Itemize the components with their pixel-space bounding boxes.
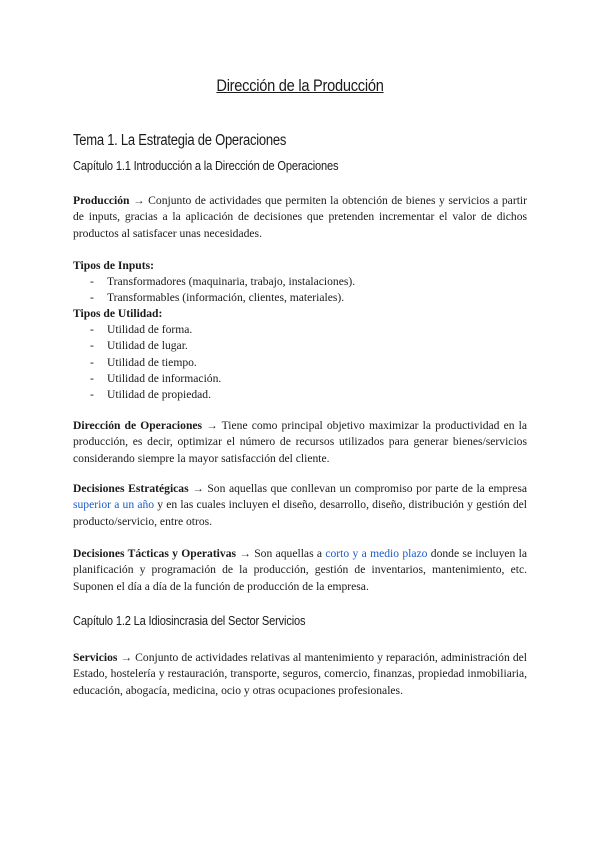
list-item: - Utilidad de información. (73, 371, 221, 387)
servicios-text: → Conjunto de actividades relativas al mantenimiento y reparación, administración del Estado, hostelería y restauración, transporte, seguros, comercio, finanzas, propiedad inmobiliaria, educación, abogacía, medicina, ocio y otras ocupaciones profesionales. (73, 651, 527, 697)
list-item: - Transformadores (maquinaria, trabajo, instalaciones). (73, 274, 355, 290)
tacticas-highlight: corto y a medio plazo (325, 547, 428, 560)
list-item: - Transformables (información, clientes, materiales). (73, 290, 355, 306)
produccion-term: Producción (73, 194, 130, 207)
produccion-text: → Conjunto de actividades que permiten la obtención de bienes y servicios a partir de inputs, gracias a la aplicación de decisiones que pretenden incrementar el valor de dichos productos al satisfacer unas necesidades. (73, 194, 527, 240)
chapter-1-2-heading: Capítulo 1.2 La Idiosincrasia del Sector Servicios (73, 613, 306, 628)
list-item: - Utilidad de tiempo. (73, 355, 221, 371)
estrategicas-text-2: y en las cuales incluyen el diseño, desarrollo, diseño, distribución y gestión del producto/servicio, entre otros. (73, 498, 527, 528)
list-item: - Utilidad de propiedad. (73, 387, 221, 403)
tacticas-text-2: donde se incluyen la planificación y programación de la producción, gestión de inventarios, mantenimiento, etc. Suponen el día a día de la función de producción de la empresa. (73, 547, 528, 593)
estrategicas-term: Decisiones Estratégicas (73, 482, 189, 495)
estrategicas-paragraph (73, 481, 527, 530)
list-item: - Utilidad de lugar. (73, 338, 221, 354)
document-title: Dirección de la Producción (216, 76, 384, 95)
estrategicas-highlight: superior a un año (73, 498, 155, 512)
direccion-term: Dirección de Operaciones (73, 419, 203, 432)
servicios-paragraph (73, 650, 527, 699)
estrategicas-text-1: → Son aquellas que conllevan un compromiso por parte de la empresa (188, 482, 527, 495)
produccion-paragraph (73, 193, 527, 242)
list-item: - Utilidad de forma. (73, 322, 221, 338)
utilidad-list (73, 322, 221, 403)
tacticas-paragraph (73, 546, 527, 595)
tacticas-text-1: → Son aquellas a (236, 547, 326, 560)
direccion-text: → Tiene como principal objetivo maximizar la productividad en la producción, es decir, optimizar el número de recursos utilizados para generar bienes/servicios considerando siempre la mayor satisfacción del cliente. (73, 419, 527, 465)
servicios-term: Servicios (73, 651, 118, 664)
chapter-1-1-heading: Capítulo 1.1 Introducción a la Dirección de Operaciones (73, 158, 339, 173)
tema-heading: Tema 1. La Estrategia de Operaciones (73, 132, 287, 149)
direccion-paragraph (73, 418, 527, 467)
inputs-list (73, 274, 355, 307)
tacticas-term: Decisiones Tácticas y Operativas (73, 547, 237, 560)
inputs-label: Tipos de Inputs: (73, 259, 154, 272)
utilidad-label: Tipos de Utilidad: (73, 307, 163, 320)
